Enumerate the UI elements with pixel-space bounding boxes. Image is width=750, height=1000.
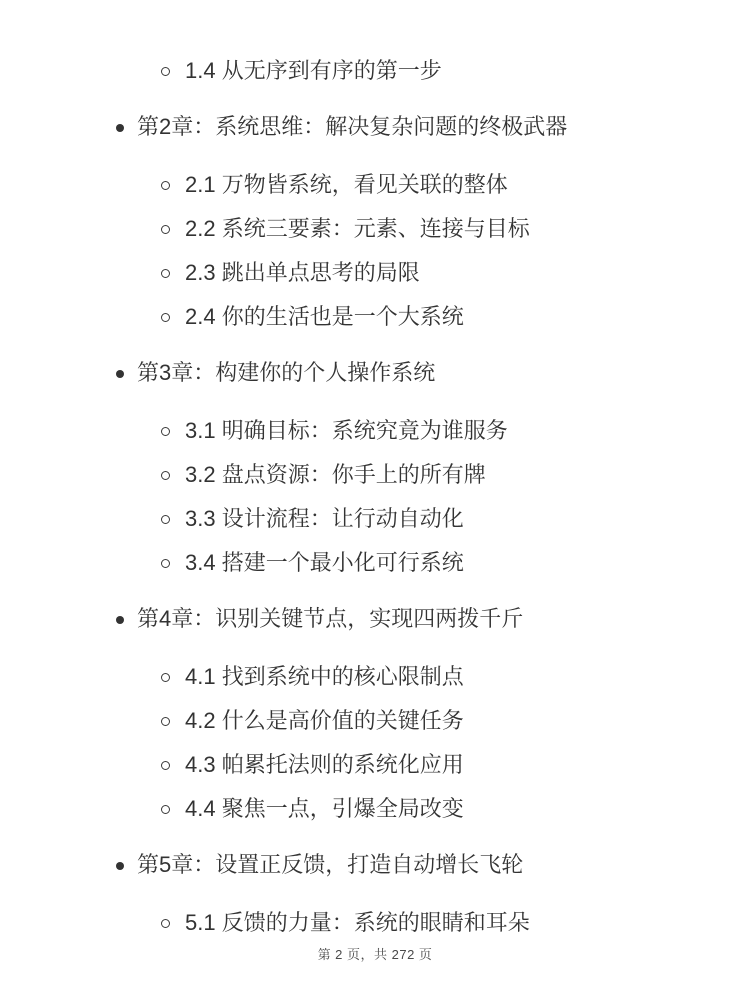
hollow-circle-bullet-icon xyxy=(161,805,170,814)
toc-chapter xyxy=(0,852,750,878)
hollow-circle-bullet-icon xyxy=(161,673,170,682)
toc-subitem xyxy=(0,506,750,532)
hollow-circle-bullet-icon xyxy=(161,471,170,480)
toc-subitem-label: 2.2 系统三要素：元素、连接与目标 xyxy=(185,216,530,241)
toc-subitem xyxy=(0,216,750,242)
filled-circle-bullet-icon xyxy=(116,124,124,132)
toc-subitem-label: 4.2 什么是高价值的关键任务 xyxy=(185,708,464,733)
toc-subitem-label: 2.1 万物皆系统，看见关联的整体 xyxy=(185,172,508,197)
page-number-footer: 第 2 页，共 272 页 xyxy=(317,947,433,962)
toc-subitem-label: 2.3 跳出单点思考的局限 xyxy=(185,260,420,285)
toc-subitem-label: 3.4 搭建一个最小化可行系统 xyxy=(185,550,464,575)
toc-subitem-label: 3.3 设计流程：让行动自动化 xyxy=(185,506,464,531)
toc-subitem xyxy=(0,260,750,286)
toc-subitem-label: 4.1 找到系统中的核心限制点 xyxy=(185,664,464,689)
toc-subitem-label: 3.1 明确目标：系统究竟为谁服务 xyxy=(185,418,508,443)
toc-subitem xyxy=(0,304,750,330)
hollow-circle-bullet-icon xyxy=(161,717,170,726)
toc-subitem xyxy=(0,796,750,822)
toc-chapter xyxy=(0,114,750,140)
toc-subitem xyxy=(0,752,750,778)
toc-subitem xyxy=(0,418,750,444)
toc-chapter-label: 第4章：识别关键节点，实现四两拨千斤 xyxy=(137,606,524,631)
filled-circle-bullet-icon xyxy=(116,862,124,870)
hollow-circle-bullet-icon xyxy=(161,225,170,234)
hollow-circle-bullet-icon xyxy=(161,67,170,76)
filled-circle-bullet-icon xyxy=(116,370,124,378)
toc-subitem xyxy=(0,58,750,84)
toc-subitem-label: 5.1 反馈的力量：系统的眼睛和耳朵 xyxy=(185,910,530,935)
toc-subitem-label: 4.3 帕累托法则的系统化应用 xyxy=(185,752,464,777)
hollow-circle-bullet-icon xyxy=(161,269,170,278)
hollow-circle-bullet-icon xyxy=(161,515,170,524)
toc-subitem xyxy=(0,664,750,690)
toc-subitem-label: 2.4 你的生活也是一个大系统 xyxy=(185,304,464,329)
toc-subitem xyxy=(0,172,750,198)
filled-circle-bullet-icon xyxy=(116,616,124,624)
toc-chapter-label: 第5章：设置正反馈，打造自动增长飞轮 xyxy=(137,852,524,877)
toc-subitem xyxy=(0,550,750,576)
toc-subitem xyxy=(0,910,750,936)
hollow-circle-bullet-icon xyxy=(161,761,170,770)
hollow-circle-bullet-icon xyxy=(161,313,170,322)
hollow-circle-bullet-icon xyxy=(161,181,170,190)
hollow-circle-bullet-icon xyxy=(161,919,170,928)
toc-subitem xyxy=(0,462,750,488)
toc-chapter xyxy=(0,606,750,632)
hollow-circle-bullet-icon xyxy=(161,427,170,436)
hollow-circle-bullet-icon xyxy=(161,559,170,568)
toc-chapter-label: 第2章：系统思维：解决复杂问题的终极武器 xyxy=(137,114,568,139)
toc-subitem-label: 3.2 盘点资源：你手上的所有牌 xyxy=(185,462,486,487)
toc-subitem-label: 1.4 从无序到有序的第一步 xyxy=(185,58,442,83)
toc-subitem-label: 4.4 聚焦一点，引爆全局改变 xyxy=(185,796,464,821)
toc-chapter-label: 第3章：构建你的个人操作系统 xyxy=(137,360,436,385)
toc-chapter xyxy=(0,360,750,386)
toc-subitem xyxy=(0,708,750,734)
